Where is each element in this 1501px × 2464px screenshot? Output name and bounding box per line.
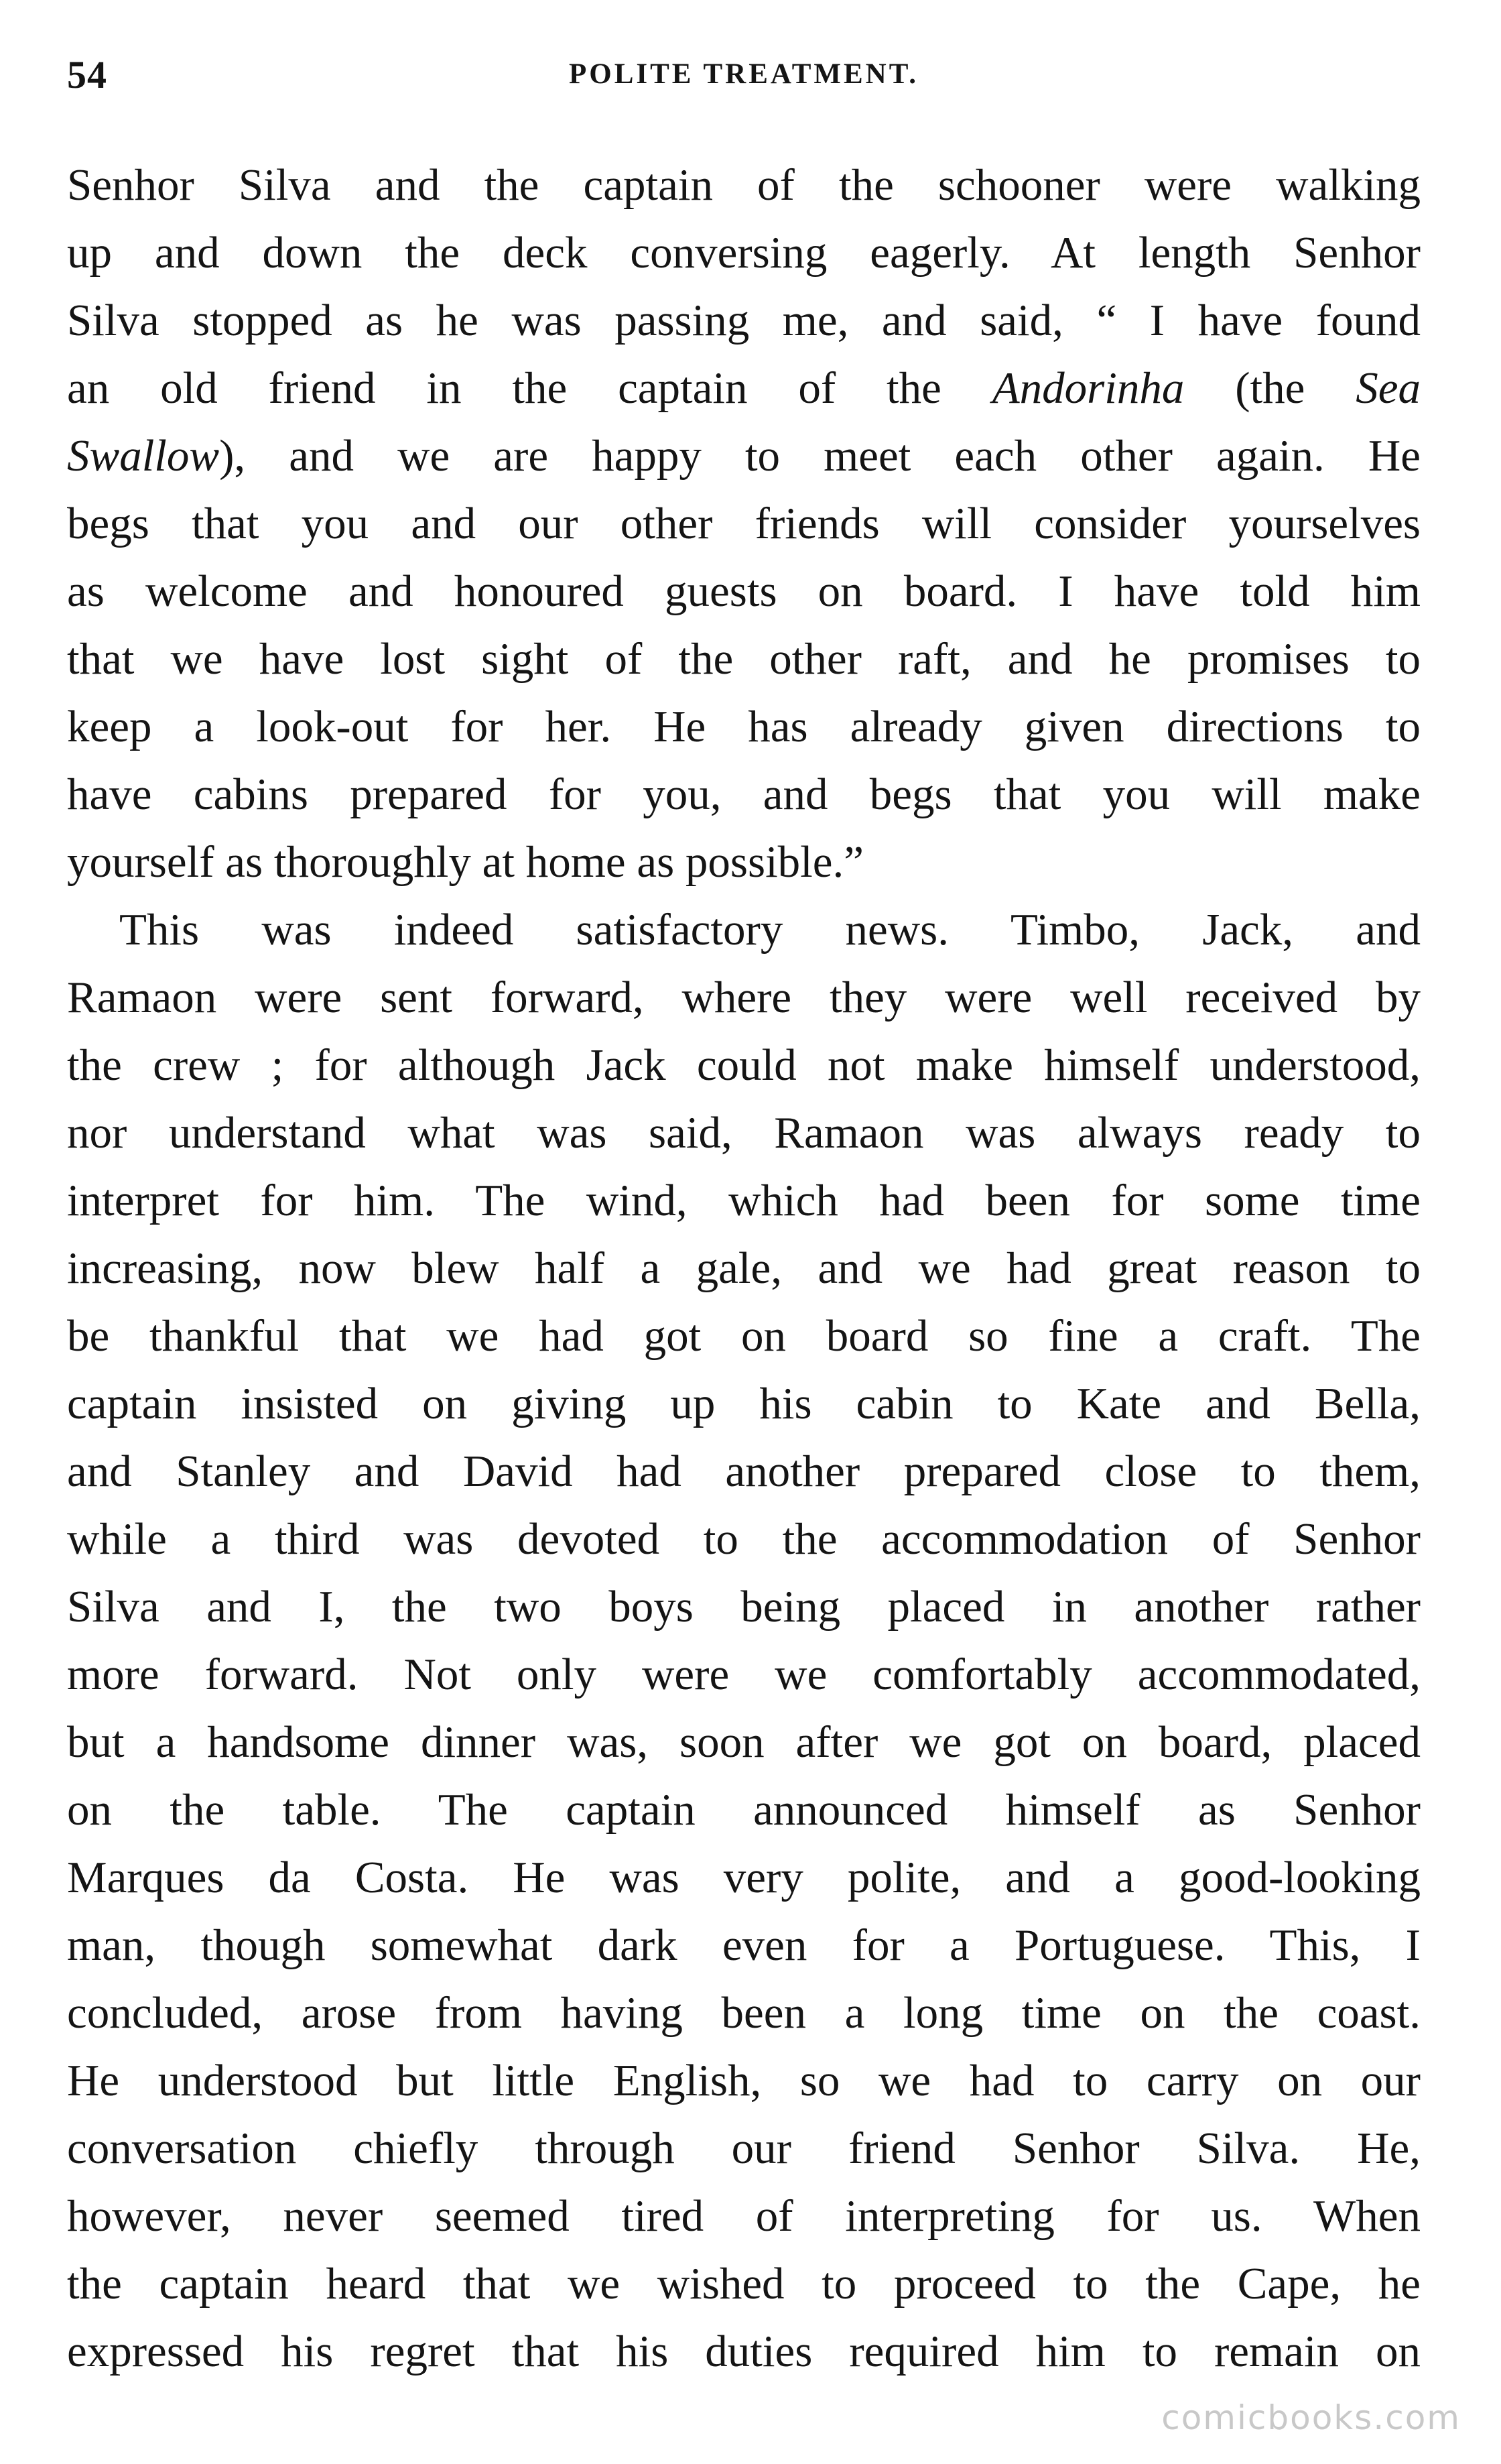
text-line: more forward. Not only were we comfortably accommodated, — [67, 1650, 1421, 1699]
ship-name: Andorinha — [992, 363, 1185, 413]
text-line: Silva and I, the two boys being placed in another rather — [67, 1582, 1421, 1631]
text-line: keep a look-out for her. He has already given directions to — [67, 702, 1421, 751]
text-line-paragraph-end: yourself as thoroughly at home as possible.” — [67, 837, 864, 887]
text-line-paragraph-start: This was indeed satisfactory news. Timbo, Jack, and — [119, 905, 1421, 954]
text-segment: (the — [1184, 363, 1356, 413]
watermark: comicbooks.com — [1161, 2398, 1461, 2437]
text-line: while a third was devoted to the accommodation of Senhor — [67, 1514, 1421, 1564]
running-title: POLITE TREATMENT. — [569, 58, 919, 90]
text-line — [67, 355, 1421, 422]
text-line: He understood but little English, so we had to carry on our — [67, 2056, 1421, 2105]
text-line: that we have lost sight of the other raft, and he promises to — [67, 634, 1421, 684]
ship-name-translation: Sea — [1356, 363, 1421, 413]
text-line: be thankful that we had got on board so fine a craft. The — [67, 1311, 1421, 1361]
text-segment: ), and we are happy to meet each other again. He — [219, 431, 1421, 481]
text-line: have cabins prepared for you, and begs that you will make — [67, 769, 1421, 819]
text-line: Marques da Costa. He was very polite, and a good-looking — [67, 1853, 1421, 1902]
text-line: and Stanley and David had another prepared close to them, — [67, 1446, 1421, 1496]
text-line — [67, 422, 1421, 490]
text-line: expressed his regret that his duties required him to remain on — [67, 2327, 1421, 2376]
text-line: concluded, arose from having been a long time on the coast. — [67, 1988, 1421, 2038]
ship-name-translation: Swallow — [67, 431, 220, 481]
text-line: conversation chiefly through our friend Senhor Silva. He, — [67, 2123, 1421, 2173]
page-number: 54 — [67, 53, 107, 97]
text-line: up and down the deck conversing eagerly. At length Senhor — [67, 228, 1421, 278]
text-line: Ramaon were sent forward, where they were well received by — [67, 973, 1421, 1022]
text-line: nor understand what was said, Ramaon was always ready to — [67, 1108, 1421, 1158]
text-line: the captain heard that we wished to proceed to the Cape, he — [67, 2259, 1421, 2308]
text-line: the crew ; for although Jack could not make himself understood, — [67, 1040, 1421, 1090]
text-segment: an old friend in the captain of the — [67, 363, 992, 413]
text-line: Silva stopped as he was passing me, and said, “ I have found — [67, 296, 1421, 345]
text-line: however, never seemed tired of interpreting for us. When — [67, 2191, 1421, 2241]
text-line: man, though somewhat dark even for a Portuguese. This, I — [67, 1920, 1421, 1970]
text-line: Senhor Silva and the captain of the schooner were walking — [67, 160, 1421, 210]
text-line: but a handsome dinner was, soon after we got on board, placed — [67, 1717, 1421, 1767]
text-line: captain insisted on giving up his cabin to Kate and Bella, — [67, 1379, 1421, 1428]
page-header — [67, 52, 1421, 113]
text-line: interpret for him. The wind, which had been for some time — [67, 1176, 1421, 1225]
text-line: as welcome and honoured guests on board. I have told him — [67, 566, 1421, 616]
body-text — [67, 151, 1421, 2386]
text-line: increasing, now blew half a gale, and we had great reason to — [67, 1243, 1421, 1293]
text-line: on the table. The captain announced himself as Senhor — [67, 1785, 1421, 1835]
text-line: begs that you and our other friends will consider yourselves — [67, 499, 1421, 548]
